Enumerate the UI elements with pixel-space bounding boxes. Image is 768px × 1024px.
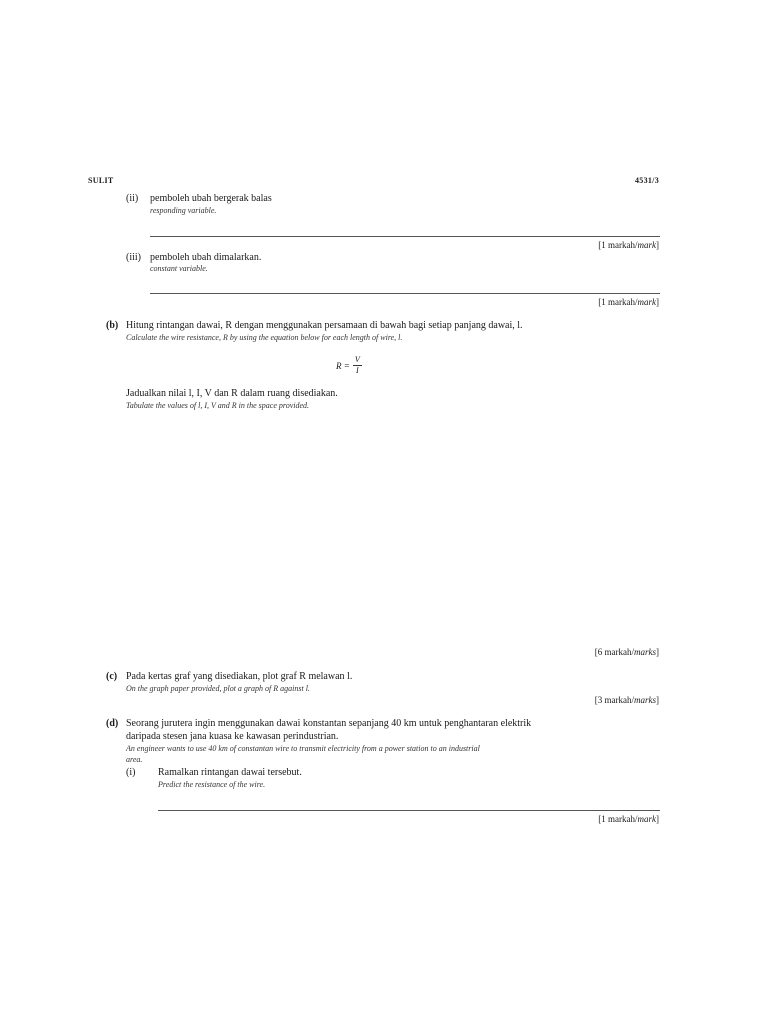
qd-i-marks: [1 markah/mark] xyxy=(598,814,659,824)
qa-ii-text-en: responding variable. xyxy=(150,206,217,215)
qb-formula xyxy=(336,356,362,375)
header-left: SULIT xyxy=(88,176,114,185)
qd-i-answer-line xyxy=(158,810,660,811)
qd-text-ms-line2: daripada stesen jana kuasa ke kawasan perindustrian. xyxy=(126,731,339,742)
qb-label: (b) xyxy=(106,320,119,331)
qd-i-text-en: Predict the resistance of the wire. xyxy=(158,780,266,789)
header-right: 4531/3 xyxy=(634,176,659,185)
qd-text-en-line2: area. xyxy=(126,755,143,764)
qb-text-en: Calculate the wire resistance, R by using the equation below for each length of wire, l. xyxy=(126,333,403,342)
qd-text-ms-line1: Seorang jurutera ingin menggunakan dawai konstantan sepanjang 40 km untuk penghantaran elektrik xyxy=(126,718,532,729)
qc-text-en: On the graph paper provided, plot a graph of R against l. xyxy=(126,684,310,693)
qd-i-text-ms: Ramalkan rintangan dawai tersebut. xyxy=(158,767,302,778)
qd-i-number: (i) xyxy=(126,767,136,778)
qd-label: (d) xyxy=(106,718,119,729)
qa-iii-text-en: constant variable. xyxy=(150,264,208,273)
formula-lhs: R = xyxy=(336,360,350,371)
qa-iii-text-ms: pemboleh ubah dimalarkan. xyxy=(150,252,262,263)
qc-marks: [3 markah/marks] xyxy=(594,695,659,705)
formula-denominator: I xyxy=(355,366,359,375)
qa-ii-number: (ii) xyxy=(126,193,139,204)
qa-iii-answer-line xyxy=(150,293,660,294)
qc-text-ms: Pada kertas graf yang disediakan, plot graf R melawan l. xyxy=(126,671,353,682)
qb-marks: [6 markah/marks] xyxy=(594,647,659,657)
qb-tabulate-en: Tabulate the values of l, I, V and R in the space provided. xyxy=(126,401,310,410)
qa-ii-marks: [1 markah/mark] xyxy=(598,240,659,250)
qb-text-ms: Hitung rintangan dawai, R dengan menggunakan persamaan di bawah bagi setiap panjang dawai, l. xyxy=(126,320,523,331)
qa-iii-number: (iii) xyxy=(126,252,141,263)
formula-fraction xyxy=(353,356,362,375)
formula-numerator: V xyxy=(354,355,360,364)
qa-ii-text-ms: pemboleh ubah bergerak balas xyxy=(150,193,272,204)
qc-label: (c) xyxy=(106,671,118,682)
qa-ii-answer-line xyxy=(150,236,660,237)
qa-iii-marks: [1 markah/mark] xyxy=(598,297,659,307)
qb-tabulate-ms: Jadualkan nilai l, I, V dan R dalam ruang disediakan. xyxy=(126,388,338,399)
qd-text-en-line1: An engineer wants to use 40 km of constantan wire to transmit electricity from a power station to an industrial xyxy=(126,744,480,753)
